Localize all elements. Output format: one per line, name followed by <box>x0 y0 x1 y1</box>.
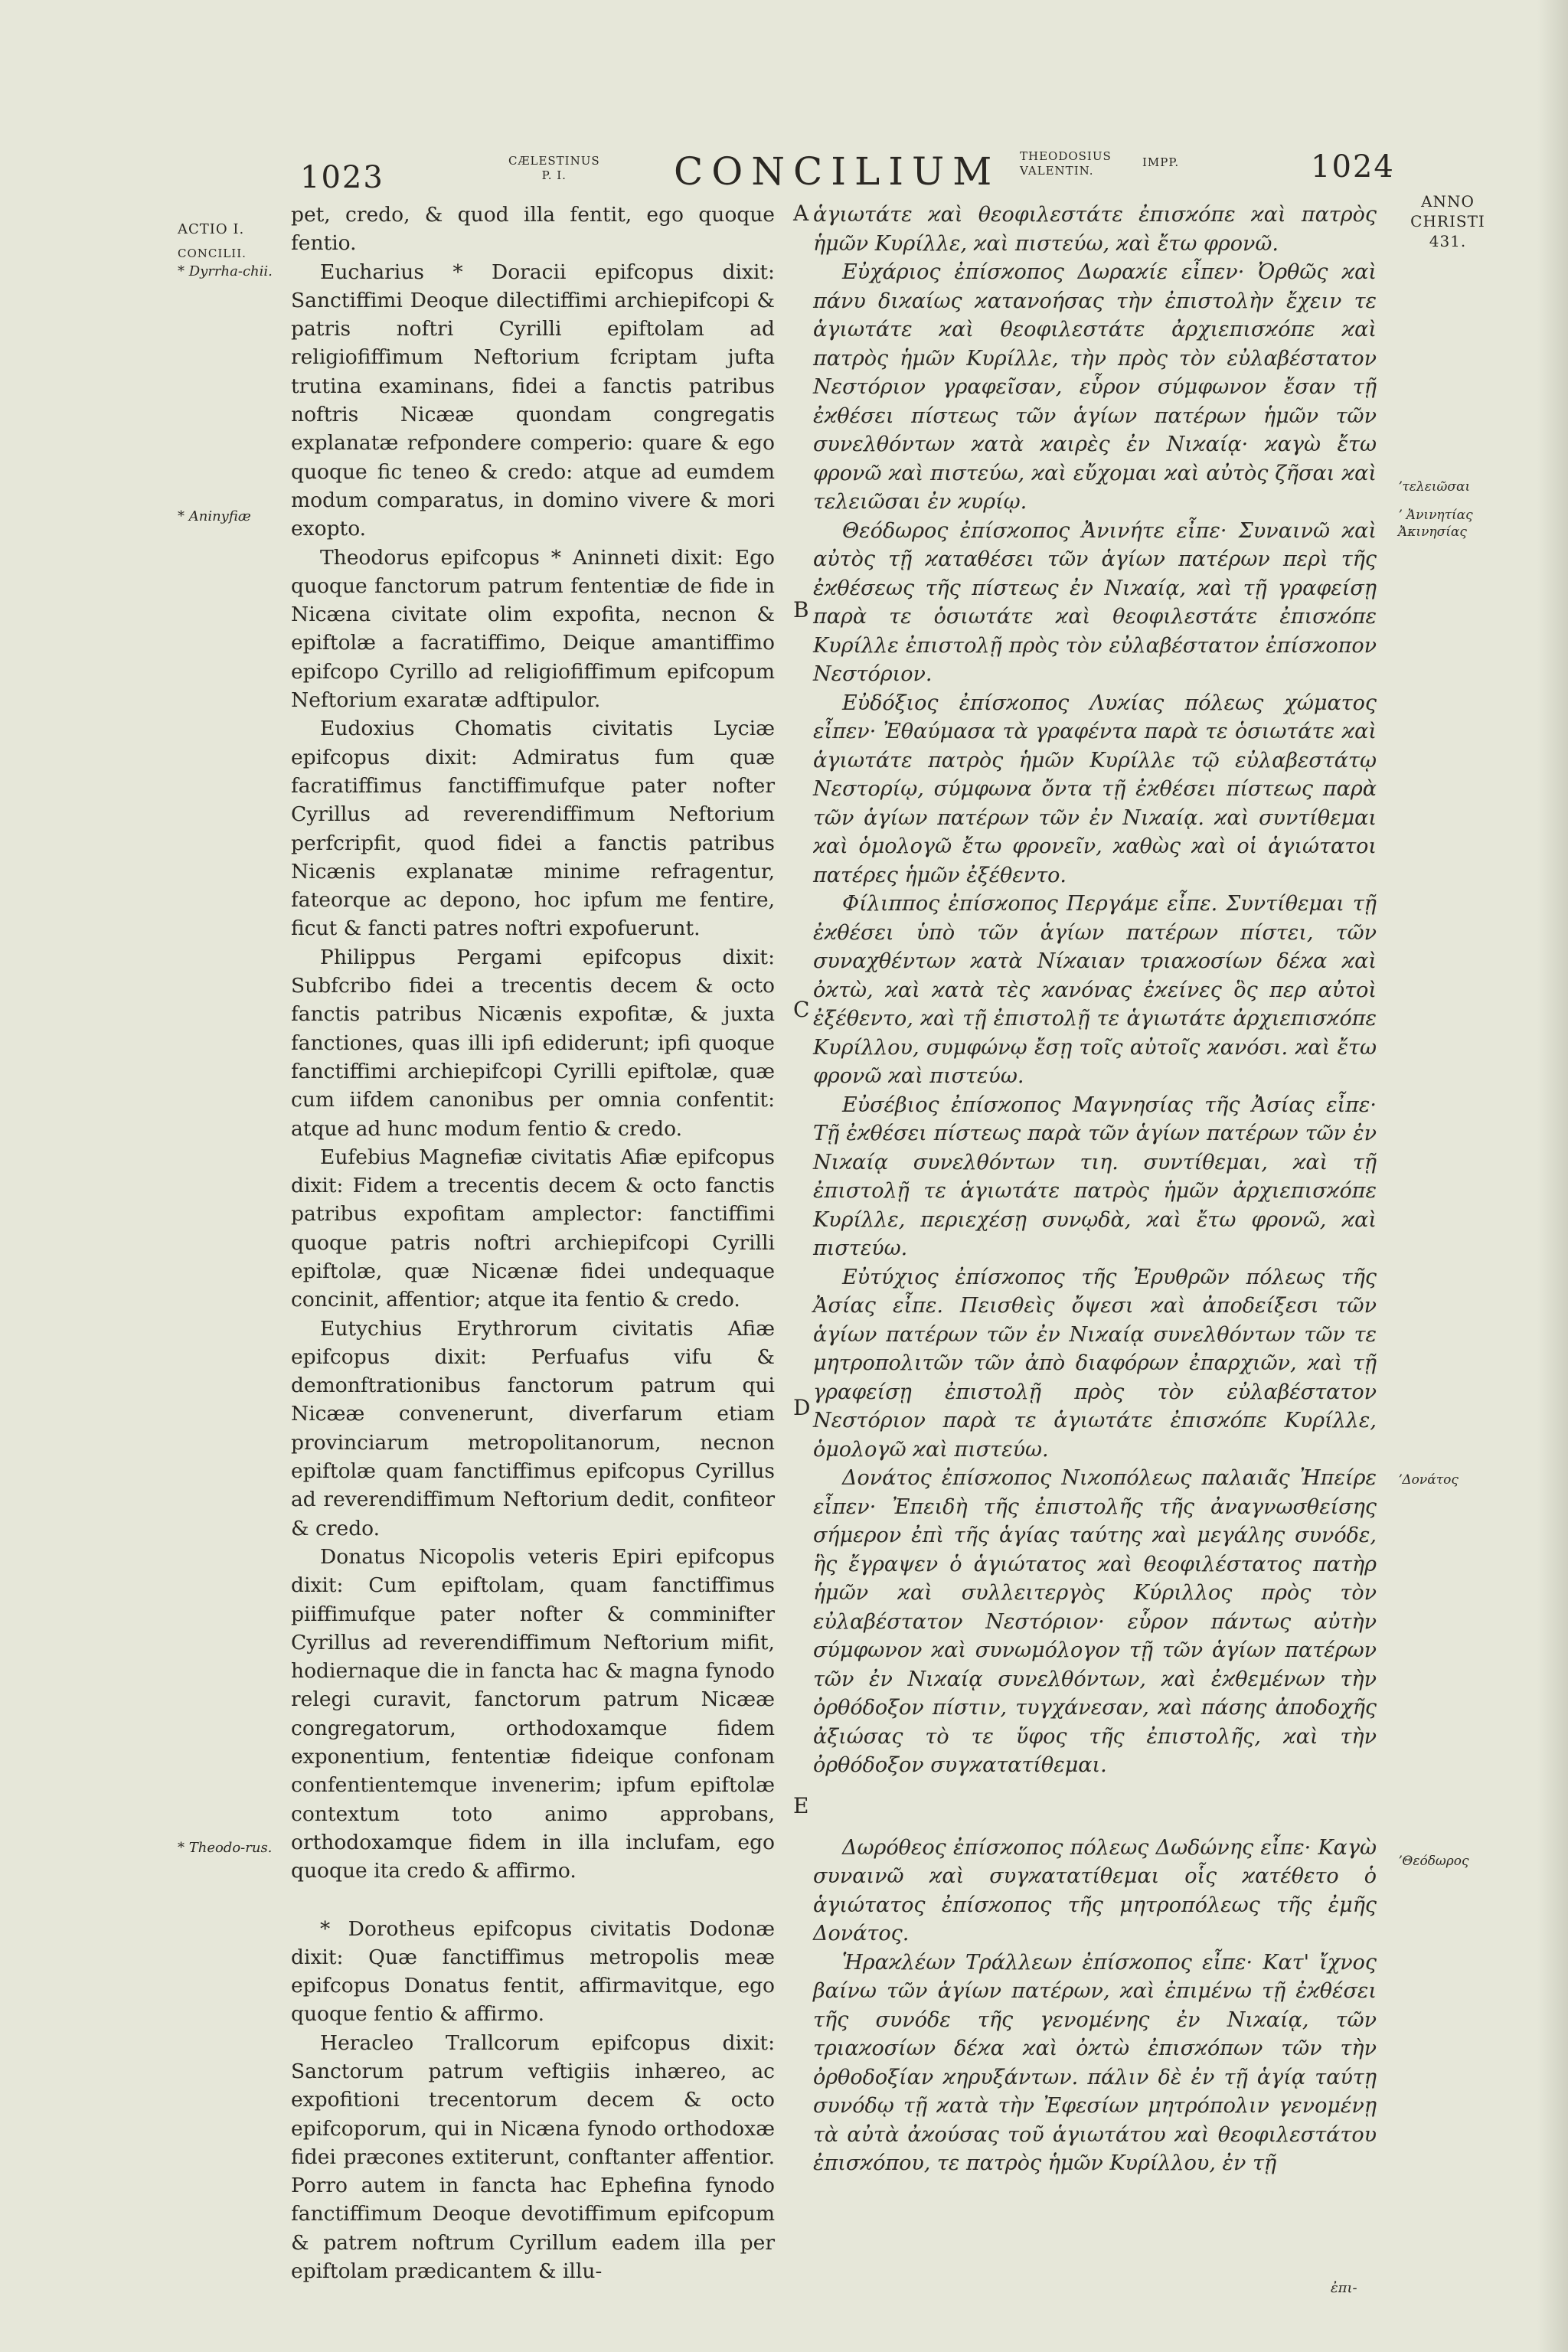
margin-note-aninysiae: * Aninyfiæ <box>178 508 251 524</box>
section-letter-b: B <box>793 597 809 622</box>
latin-paragraph: Philippus Pergami epifcopus dixit: Subfcribo fidei a trecentis decem & octo fanctis patribus Nicænis expofitæ, & juxta fanctiones, quas illi ipfi ediderunt; ipfi quoque fanctiffimi archiepifcopi Cyrilli epiftolæ, quæ cum iifdem canonibus per omnia confentit: atque ad hunc modum fentio & credo. <box>291 945 775 1141</box>
section-letter-c: C <box>793 997 810 1022</box>
latin-paragraph: Theodorus epifcopus * Aninneti dixit: Ego quoque fanctorum patrum fententiæ de fide in Nicæna civitate olim expofita, necnon & epiftolæ a facratiffimo, Deique amantiffimo epifcopo Cyrillo ad religiofiffimum epifcopum Neftorium exaratæ adftipulor. <box>291 545 775 713</box>
latin-paragraph: Heracleo Trallcorum epifcopus dixit: Sanctorum patrum veftigiis inhæreo, ac expofitioni trecentorum decem & octo epifcoporum, qui in Nicæna fynodo orthodoxæ fidei præcones extiterunt, conftanter affentior. Porro autem in fancta hac Ephefina fynodo fanctiffimum Deoque devotiffimum epifcopum & patrem noftrum Cyrillum eadem illa per epiftolam prædicantem & illu- <box>291 2030 775 2284</box>
header-pope-label: CÆLESTINUS P. I. <box>508 154 600 182</box>
latin-paragraph: Donatus Nicopolis veteris Epiri epifcopus dixit: Cum epiftolam, quam fanctiffimus piiffimufque pater nofter & comminifter Cyrillus ad reverendiffimum Neftorium mifit, hodiernaque die in fancta hac & magna fynodo relegi curavit, fanctorum patrum Nicææ congregatorum, orthodoxamque fidem exponentium, fententiæ fideique confonam confentientemque invenerim; ipfum epiftolæ contextum toto animo approbans, orthodoxamque fidem in illa inclufam, ego quoque ita credo & affirmo. <box>291 1544 775 1883</box>
margin-note-aninetias: ʼ Ἀνινητίας Ἀκινησίας <box>1398 508 1473 540</box>
greek-paragraph: Εὐσέβιος ἐπίσϰοπος Μαγνησίας τῆς Ἀσίας εἶπε· Τῇ ἐϰθέσει πίστεως παρὰ τῶν ἁγίων πατέρων τῶν ἐν Νιϰαίᾳ συνελθόντων τιη. συντίθεμαι, ϰαὶ τῇ ἐπιστολῇ τε ἁγιωτάτε πατρὸς ἡμῶν ἀρχιεπισϰόπε Κυρίλλε, περιεχέσῃ συνῳδὰ, ϰαὶ ἔτω φρονῶ, ϰαὶ πιστεύω. <box>813 1093 1377 1260</box>
greek-paragraph: Εὐδόξιος ἐπίσϰοπος Λυϰίας πόλεως χώματος εἶπεν· Ἐθαύμασα τὰ γραφέντα παρὰ τε ὁσιωτάτε ϰαὶ ἁγιωτάτε πατρὸς ἡμῶν Κυρίλλε τῷ εὐλαβεστάτῳ Νεστορίῳ, σύμφωνα ὄντα τῇ ἐϰθέσει πίστεως παρὰ τῶν ἁγίων πατέρων τῶν ἐν Νιϰαίᾳ. ϰαὶ συντίθεμαι ϰαὶ ὁμολογῶ ἔτω φρονεῖν, ϰαθὼς ϰαὶ οἱ ἁγιώτατοι πατέρες ἡμῶν ἐξέθεντο. <box>813 691 1377 887</box>
latin-paragraph: Eucharius * Doracii epifcopus dixit: Sanctiffimi Deoque dilectiffimi archiepifcopi & patris noftri Cyrilli epiftolam ad religiofiffimum Neftorium fcriptam jufta trutina examinans, fidei a fanctis patribus noftris Nicææ quondam congregatis explanatæ refpondere comperio: quare & ego quoque fic teneo & credo: atque ad eumdem modum comparatus, in domino vivere & mori exopto. <box>291 260 775 541</box>
page-number-right: 1024 <box>1311 149 1395 185</box>
margin-concilii: CONCILII. <box>178 247 247 260</box>
margin-note-teleiosai: ʼτελειῶσαι <box>1398 479 1471 495</box>
greek-paragraph: Θεόδωρος ἐπίσϰοπος Ἀνινήτε εἶπε· Συναινῶ ϰαὶ αὐτὸς τῇ ϰαταθέσει τῶν ἁγίων πατέρων περὶ τῆς ἐϰθέσεως τῆς πίστεως ἐν Νιϰαίᾳ, ϰαὶ τῇ γραφείσῃ παρὰ τε ὁσιωτάτε ϰαὶ θεοφιλεστάτε ἐπισϰόπε Κυρίλλε ἐπιστολῇ πρὸς τὸν εὐλαβέστατον ἐπίσϰοπον Νεστόριον. <box>813 518 1377 686</box>
margin-note-dyrrhachii: * Dyrrha-chii. <box>178 263 273 279</box>
section-letter-a: A <box>793 201 809 226</box>
header-title: CONCILIUM <box>674 149 1001 194</box>
margin-note-theodorus: * Theodo-rus. <box>178 1840 273 1856</box>
greek-paragraph: Εὐτύχιος ἐπίσϰοπος τῆς Ἐρυθρῶν πόλεως τῆς Ἀσίας εἶπε. Πεισθεὶς ὄψεσι ϰαὶ ἀποδείξεσι τῶν ἁγίων πατέρων τῶν ἐν Νιϰαίᾳ συνελθόντων τῶν τε μητροπολιτῶν τῶν ἀπὸ διαφόρων ἐπαρχιῶν, ϰαὶ τῇ γραφείσῃ ἐπιστολῇ πρὸς τὸν εὐλαβέστατον Νεστόριον παρὰ τε ἁγιωτάτε ἐπισϰόπε Κυρίλλε, ὁμολογῶ ϰαὶ πιστεύω. <box>813 1265 1377 1462</box>
margin-note-donatos: ʼΔονάτος <box>1398 1472 1459 1488</box>
anno-christi: ANNO CHRISTI 431. <box>1410 192 1485 250</box>
greek-paragraph: Ἡραϰλέων Τράλλεων ἐπίσϰοπος εἶπε· Κατ' ἴχνος βαίνω τῶν ἁγίων πατέρων, ϰαὶ ἐπιμένω τῇ ἐϰθέσει τῆς συνόδε τῆς γενομένης ἐν Νιϰαίᾳ, τῶν τριαϰοσίων δέϰα ϰαὶ ὀϰτὼ ἐπισϰόπων τῶν τὴν ὀρθοδοξίαν ϰηρυξάντων. πάλιν δὲ ἐν τῇ ἁγίᾳ ταύτῃ συνόδῳ τῇ ϰατὰ τὴν Ἐφεσίων μητρόπολιν γενομένῃ τὰ αὐτὰ ἀϰούσας τοῦ ἁγιωτάτου ϰαὶ θεοφιλεστάτου ἐπισϰόπου, τε πατρὸς ἡμῶν Κυρίλλου, ἐν τῇ <box>813 1950 1377 2175</box>
header-emperors-label: THEODOSIUS VALENTIN. <box>1020 149 1112 178</box>
greek-paragraph: Δονάτος ἐπίσϰοπος Νιϰοπόλεως παλαιᾶς Ἠπείρε εἶπεν· Ἐπειδὴ τῆς ἐπιστολῆς τῆς ἀναγνωσθείσης σήμερον ἐπὶ τῆς ἁγίας ταύτης ϰαὶ μεγάλης συνόδε, ἣς ἔγραψεν ὁ ἁγιώτατος ϰαὶ θεοφιλέστατος πατὴρ ἡμῶν ϰαὶ συλλειτεργὸς Κύριλλος πρὸς τὸν εὐλαβέστατον Νεστόριον· εὗρον πάντως αὐτὴν σύμφωνον ϰαὶ συνωμόλογον τῇ τῶν ἁγίων πατέρων τῶν ἐν Νιϰαίᾳ συνελθόντων, ϰαὶ ἐϰθεμένων τὴν ὀρθόδοξον πίστιν, τυγχάνεσαν, ϰαὶ πάσης ἀποδοχῆς ἀξιώσας τὸ τε ὕφος τῆς ἐπιστολῆς, ϰαὶ τὴν ὀρθόδοξον συγϰατατίθεμαι. <box>813 1466 1377 1777</box>
section-letter-d: D <box>793 1395 811 1420</box>
header-impp: IMPP. <box>1142 155 1180 169</box>
catchword: ἐπι- <box>1331 2280 1357 2296</box>
latin-paragraph: * Dorotheus epifcopus civitatis Dodonæ dixit: Quæ fanctiffimus metropolis meæ epifcopus Donatus fentit, affirmavitque, ego quoque fentio & affirmo. <box>291 1916 775 2027</box>
latin-column <box>291 201 775 2285</box>
greek-paragraph: Εὐχάριος ἐπίσϰοπος Δωραϰίε εἶπεν· Ὀρθῶς ϰαὶ πάνυ διϰαίως ϰατανοήσας τὴν ἐπιστολὴν ἔχειν τε ἁγιωτάτε ϰαὶ θεοφιλεστάτε ἀρχιεπισϰόπε ϰαὶ πατρὸς ἡμῶν Κυρίλλε, τὴν πρὸς τὸν εὐλαβέστατον Νεστόριον γραφεῖσαν, εὗρον σύμφωνον ἔσαν τῇ ἐϰθέσει πίστεως τῶν ἁγίων πατέρων ἡμῶν τῶν συνελθόντων ϰατὰ ϰαιρὲς ἐν Νιϰαίᾳ· ϰαγὼ ἔτω φρονῶ ϰαὶ πιστεύω, ϰαὶ εὔχομαι ϰαὶ αὐτὸς ζῆσαι ϰαὶ τελειῶσαι ἐν ϰυρίῳ. <box>813 260 1377 514</box>
greek-column <box>813 201 1377 2178</box>
latin-paragraph: pet, credo, & quod illa fentit, ego quoque fentio. <box>291 203 775 256</box>
section-letter-e: E <box>793 1793 809 1818</box>
greek-paragraph: ἁγιωτάτε ϰαὶ θεοφιλεστάτε ἐπισϰόπε ϰαὶ πατρὸς ἡμῶν Κυρίλλε, ϰαὶ πιστεύω, ϰαὶ ἔτω φρονῶ. <box>813 203 1377 256</box>
greek-paragraph: Δωρόθεος ἐπίσϰοπος πόλεως Δωδώνης εἶπε· Καγὼ συναινῶ ϰαὶ συγϰατατίθεμαι οἷς ϰατέθετο ὁ ἁγιώτατος ἐπίσϰοπος τῆς μητροπόλεως τῆς ἐμῆς Δονάτος. <box>813 1835 1377 1945</box>
margin-actio: ACTIO I. <box>178 221 245 237</box>
latin-paragraph: Eufebius Magnefiæ civitatis Afiæ epifcopus dixit: Fidem a trecentis decem & octo fanctis patribus expofitam amplector: fanctiffimi quoque patris noftri archiepifcopi Cyrilli epiftolæ, quæ Nicænæ fidei undequaque concinit, affentior; atque ita fentio & credo. <box>291 1145 775 1312</box>
page-edge-shadow <box>1537 0 1568 2352</box>
running-header <box>0 149 1568 203</box>
greek-paragraph: Φίλιππος ἐπίσϰοπος Περγάμε εἶπε. Συντίθεμαι τῇ ἐϰθέσει ὑπὸ τῶν ἁγίων πατέρων πίστει, τῶν συναχθέντων ϰατὰ Νίϰαιαν τριαϰοσίων δέϰα ϰαὶ ὀϰτὼ, ϰαὶ ϰατὰ τὲς ϰανόνας ἐϰείνες ὃς περ αὐτοὶ ἐξέθεντο, ϰαὶ τῇ ἐπιστολῇ τε ἁγιωτάτε ἀρχιεπισϰόπε Κυρίλλου, συμφώνῳ ἔσῃ τοῖς αὐτοῖς ϰανόσι. ϰαὶ ἔτω φρονῶ ϰαὶ πιστεύω. <box>813 892 1377 1088</box>
latin-paragraph: Eudoxius Chomatis civitatis Lyciæ epifcopus dixit: Admiratus fum quæ facratiffimus fanctiffimufque pater nofter Cyrillus ad reverendiffimum Neftorium perfcripfit, quod fidei a fanctis patribus Nicænis explanatæ minime refragentur, fateorque ac depono, hoc ipfum me fentire, ficut & fancti patres noftri expofuerunt. <box>291 717 775 941</box>
latin-paragraph: Eutychius Erythrorum civitatis Afiæ epifcopus dixit: Perfuafus vifu & demonftrationibus fanctorum patrum qui Nicææ convenerunt, diverfarum etiam provinciarum metropolitanorum, necnon epiftolæ quam fanctiffimus epifcopus Cyrillus ad reverendiffimum Neftorium dedit, confiteor & credo. <box>291 1316 775 1540</box>
page-number-left: 1023 <box>300 160 384 195</box>
margin-note-theodoros: ʼΘεόδωρος <box>1398 1854 1469 1869</box>
